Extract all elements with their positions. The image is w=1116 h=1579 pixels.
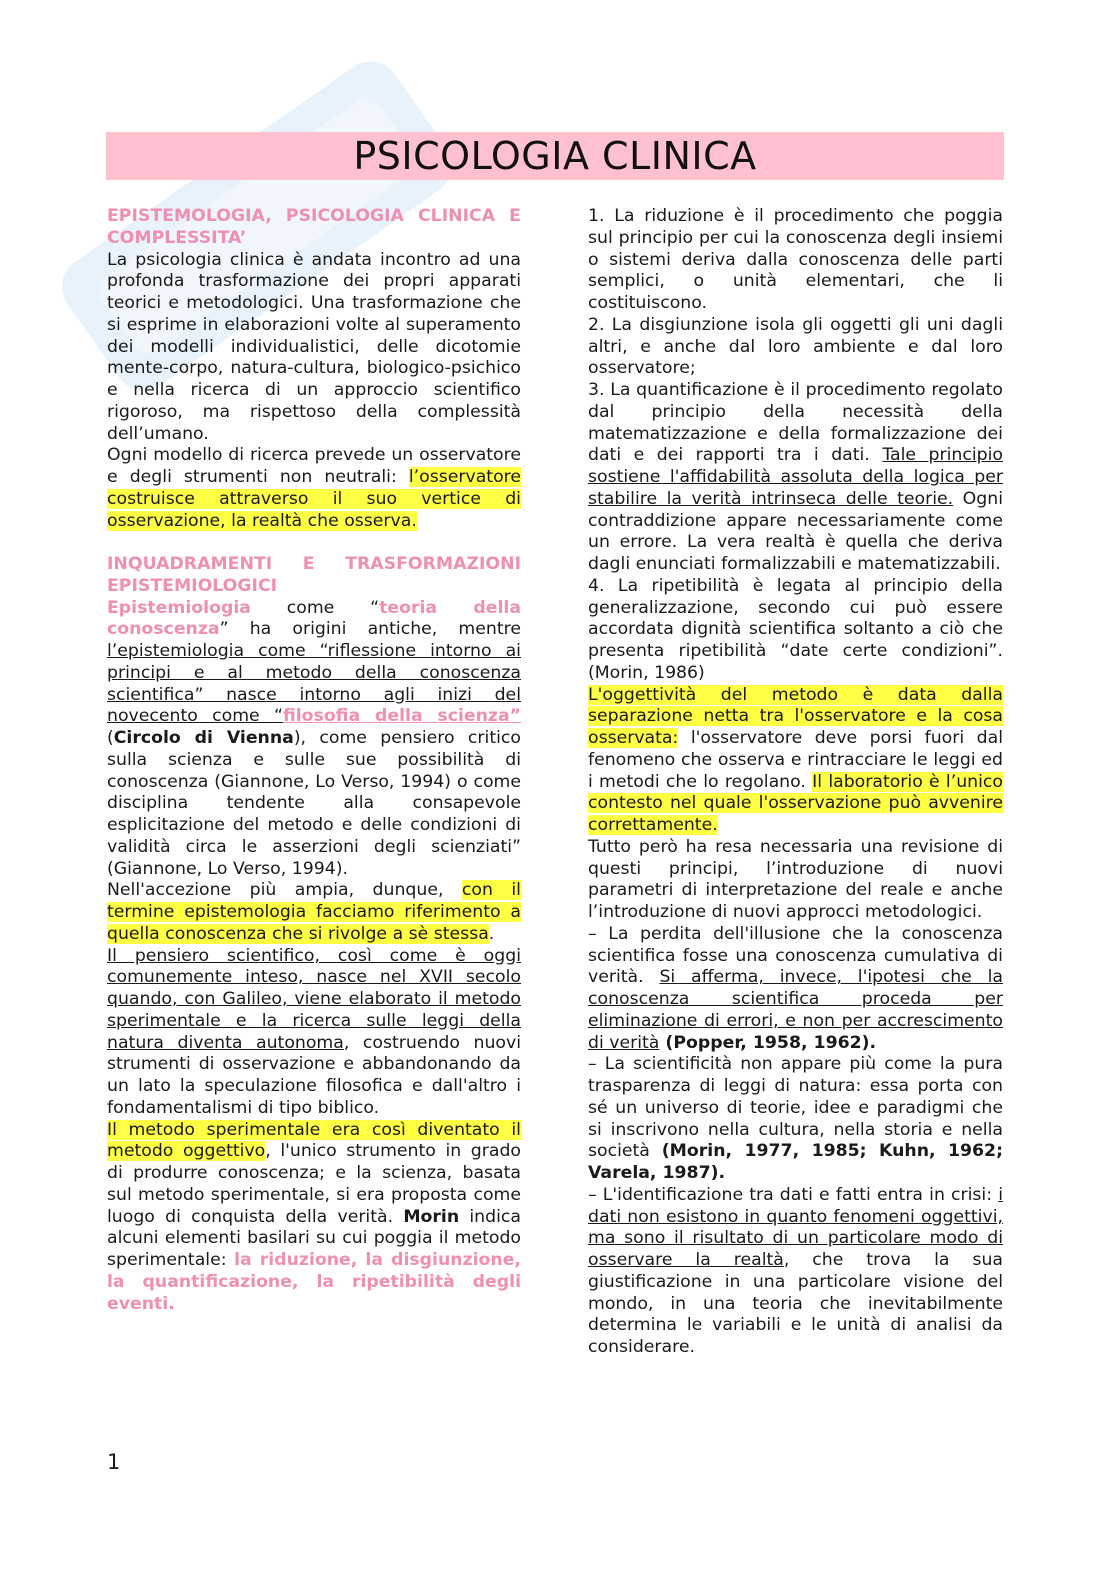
paragraph: L'oggettività del metodo è data dalla separazione netta tra l'osservatore e la cosa osservata: l'osservatore deve porsi fuori dal fenomeno che osserva e rintracciare le leggi ed i metodi che lo regolano. Il laboratorio è l’unico contesto nel quale l'osservazione può avvenire correttamente. — [588, 684, 1003, 835]
list-item: 4. La ripetibilità è legata al principio della generalizzazione, secondo cui può essere accordata dignità scientifica soltanto a ciò che presenta ripetibilità “date certe condizioni”. (Morin, 1986) — [588, 575, 1003, 683]
paragraph: Il metodo sperimentale era così diventato il metodo oggettivo, l'unico strumento in grado di produrre conoscenza; e la scienza, basata sul metodo sperimentale, si era proposta come luogo di conquista della verità. Morin indica alcuni elementi basilari su cui poggia il metodo sperimentale: la riduzione, la disgiunzione, la quantificazione, la ripetibilità degli eventi. — [107, 1119, 521, 1314]
list-item: 2. La disgiunzione isola gli oggetti gli uni dagli altri, e anche dal loro ambiente e dal loro osservatore; — [588, 314, 1003, 379]
paragraph: Tutto però ha resa necessaria una revisione di questi principi, l’introduzione di nuovi parametri di interpretazione del reale e anche l’introduzione di nuovi approcci metodologici. — [588, 836, 1003, 922]
paragraph: Ogni modello di ricerca prevede un osservatore e degli strumenti non neutrali: l’osservatore costruisce attraverso il suo vertice di osservazione, la realtà che osserva. — [107, 445, 521, 531]
list-item: 1. La riduzione è il procedimento che poggia sul principio per cui la conoscenza degli insiemi o sistemi deriva dalla conoscenza delle parti semplici, o unità elementari, che li costituiscono. — [588, 206, 1003, 313]
section-heading-inquadramenti: INQUADRAMENTI E TRASFORMAZIONI EPISTEMIOLOGICI — [107, 554, 521, 596]
section-heading-epistemologia: EPISTEMOLOGIA, PSICOLOGIA CLINICA E COMPLESSITA’ — [107, 206, 521, 248]
page-number: 1 — [107, 1450, 121, 1474]
highlight: Il metodo sperimentale era così diventato il metodo oggettivo — [107, 1119, 521, 1162]
paragraph: – L'identificazione tra dati e fatti entra in crisi: i dati non esistono in quanto fenomeni oggettivi, ma sono il risultato di un particolare modo di osservare la realtà, che trova la sua giustificazione in una particolare visione del mondo, in una teoria che inevitabilmente determina le variabili e le unità di analisi da considerare. — [588, 1184, 1003, 1357]
highlight: L'oggettività del metodo è data dalla separazione netta tra l'osservatore e la cosa osservata: — [588, 684, 1003, 748]
right-column — [588, 206, 1003, 1359]
paragraph: Nell'accezione più ampia, dunque, con il termine epistemologia facciamo riferimento a quella conoscenza che si rivolge a sè stessa. — [107, 880, 521, 944]
title-bar — [106, 132, 1004, 180]
page-title: PSICOLOGIA CLINICA — [353, 134, 757, 178]
paragraph: – La perdita dell'illusione che la conoscenza scientifica fosse una conoscenza cumulativa di verità. Si afferma, invece, l'ipotesi che la conoscenza scientifica proceda per eliminazione di errori, e non per accrescimento di verità (Popper, 1958, 1962). — [588, 923, 1003, 1053]
highlight: Il laboratorio è l’unico contesto nel quale l'osservazione può avvenire correttamente. — [588, 771, 1003, 835]
paragraph: La psicologia clinica è andata incontro ad una profonda trasformazione dei propri apparati teorici e metodologici. Una trasformazione che si esprime in elaborazioni volte al superamento dei modelli individualistici, delle dicotomie mente-corpo, natura-cultura, biologico-psichico e nella ricerca di un approccio scientifico rigoroso, ma rispettoso della complessità dell’umano. — [107, 249, 521, 444]
highlight: con il termine epistemologia facciamo riferimento a quella conoscenza che si rivolge a sè stessa — [107, 880, 521, 944]
left-column — [107, 206, 521, 1315]
paragraph: – La scientificità non appare più come la pura trasparenza di leggi di natura: essa porta con sé un universo di teorie, idee e paradigmi che si inscrivono nella cultura, nella storia e nella società (Morin, 1977, 1985; Kuhn, 1962; Varela, 1987). — [588, 1054, 1003, 1183]
list-item: 3. La quantificazione è il procedimento regolato dal principio della necessità della matematizzazione e della formalizzazione dei dati e dei rapporti tra i dati. Tale principio sostiene l'affidabilità assoluta della logica per stabilire la verità intrinseca delle teorie. Ogni contraddizione appare necessariamente come un errore. La vera realtà è quella che deriva dagli enunciati formalizzabili e matematizzabili. — [588, 380, 1003, 574]
highlight: l’osservatore costruisce attraverso il suo vertice di osservazione, la realtà che osserva. — [107, 467, 521, 531]
paragraph: Epistemiologia come “teoria della conoscenza” ha origini antiche, mentre l’epistemiologia come “riflessione intorno ai principi e al metodo della conoscenza scientifica” nasce intorno agli inizi del novecento come “filosofia della scienza” (Circolo di Vienna), come pensiero critico sulla scienza e sulle sue possibilità di conoscenza (Giannone, Lo Verso, 1994) o come disciplina tendente alla consapevole esplicitazione del metodo e delle condizioni di validità circa le asserzioni degli scienziati” (Giannone, Lo Verso, 1994). — [107, 597, 522, 879]
paragraph: Il pensiero scientifico, così come è oggi comunemente inteso, nasce nel XVII secolo quando, con Galileo, viene elaborato il metodo sperimentale e la ricerca sulle leggi della natura diventa autonoma, costruendo nuovi strumenti di osservazione e abbandonando da un lato la speculazione filosofica e dall'altro i fondamentalismi di tipo biblico. — [107, 945, 521, 1118]
